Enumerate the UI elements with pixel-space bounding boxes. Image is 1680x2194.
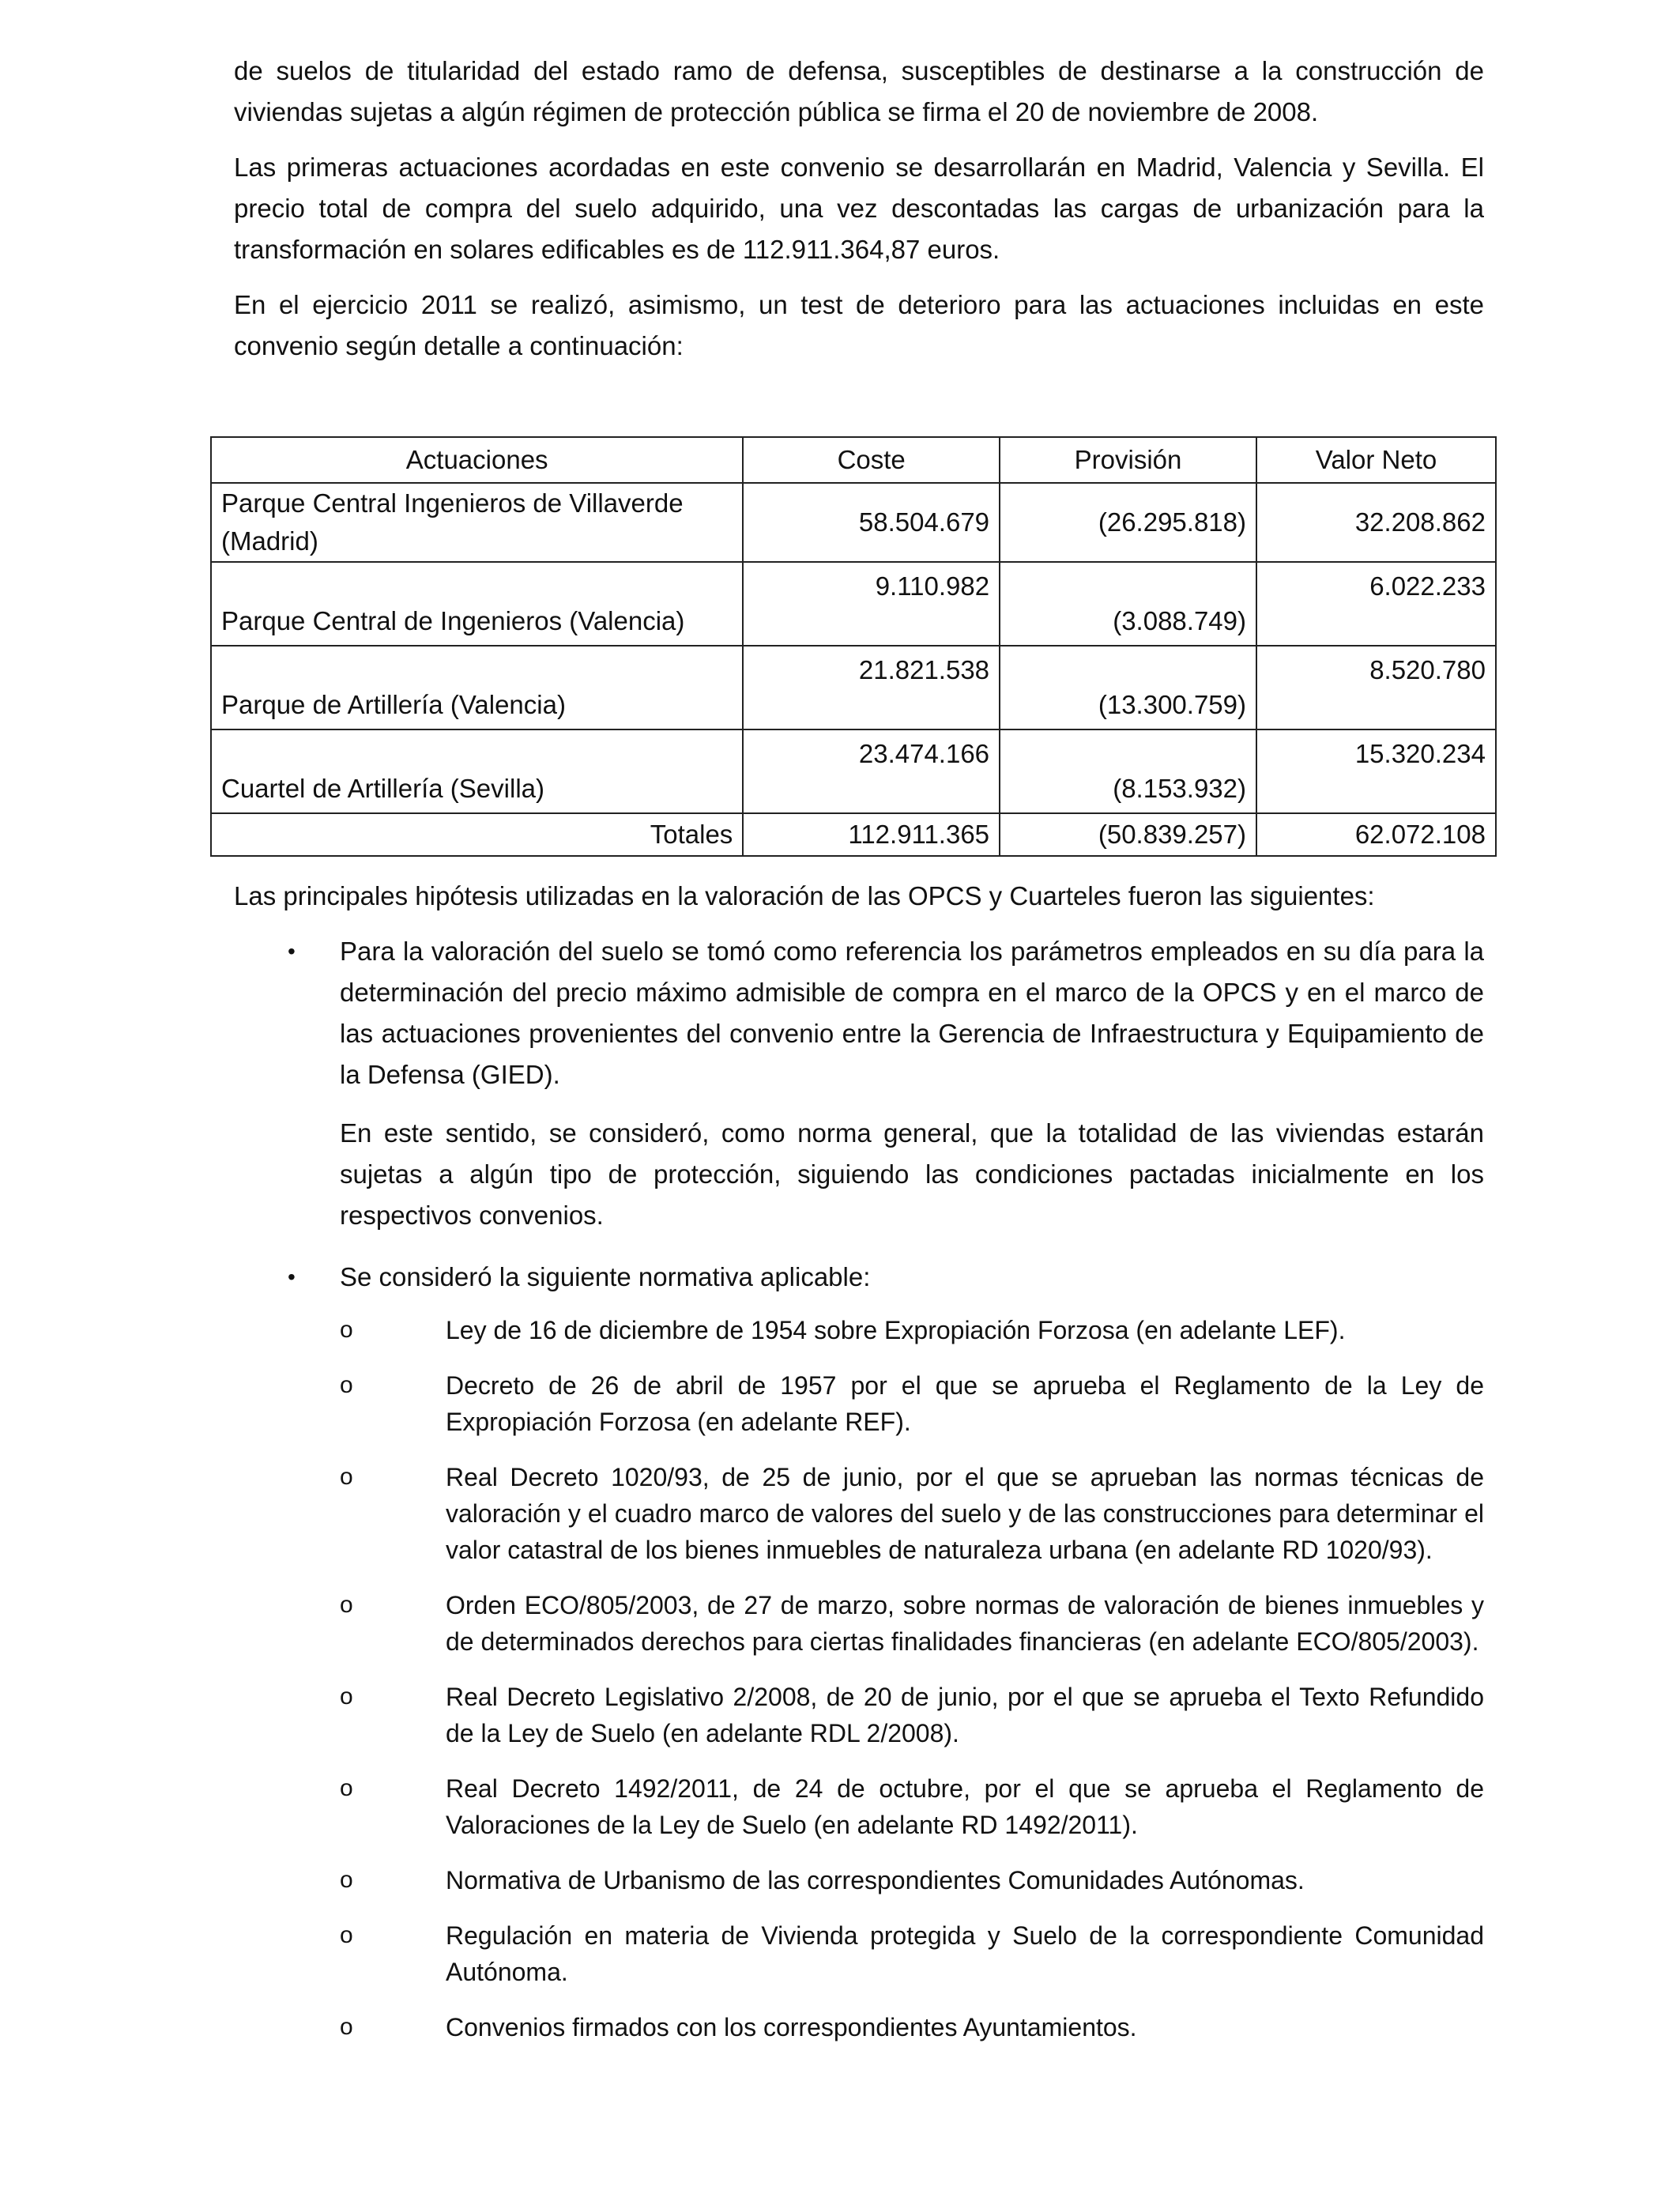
table-header-row: [211, 437, 1496, 483]
header-provision: Provisión: [1000, 437, 1256, 483]
regulation-text: Regulación en materia de Vivienda protegida y Suelo de la correspondiente Comunidad Autónoma.: [446, 1921, 1484, 1986]
table-row: [211, 483, 1496, 562]
table-totals-row: [211, 813, 1496, 856]
row-neto: 6.022.233: [1256, 562, 1496, 646]
row-provision: (3.088.749): [1000, 562, 1256, 646]
paragraph-3: En el ejercicio 2011 se realizó, asimismo, un test de deterioro para las actuaciones incluidas en este convenio según detalle a continuación:: [234, 290, 1484, 360]
regulation-text: Orden ECO/805/2003, de 27 de marzo, sobre normas de valoración de bienes inmuebles y de determinados derechos para ciertas finalidades financieras (en adelante ECO/805/2003).: [446, 1591, 1484, 1656]
sub-bullet-marker: o: [340, 1592, 353, 1618]
list-item: [340, 1917, 1484, 1990]
regulation-text: Convenios firmados con los correspondientes Ayuntamientos.: [446, 2013, 1137, 2041]
sub-bullet-marker: o: [340, 1317, 353, 1343]
regulation-list: [340, 1312, 1484, 2045]
list-item: [234, 1257, 1484, 2045]
row-coste: 21.821.538: [743, 646, 1000, 729]
row-coste: 23.474.166: [743, 729, 1000, 813]
regulation-text: Real Decreto Legislativo 2/2008, de 20 de junio, por el que se aprueba el Texto Refundido de la Ley de Suelo (en adelante RDL 2/2008).: [446, 1683, 1484, 1747]
sub-bullet-marker: o: [340, 1867, 353, 1893]
regulation-text: Ley de 16 de diciembre de 1954 sobre Expropiación Forzosa (en adelante LEF).: [446, 1316, 1346, 1344]
paragraph-1: de suelos de titularidad del estado ramo de defensa, susceptibles de destinarse a la construcción de viviendas sujetas a algún régimen de protección pública se firma el 20 de noviembre de 2008.: [234, 56, 1484, 126]
row-provision: (26.295.818): [1000, 483, 1256, 562]
row-provision: (13.300.759): [1000, 646, 1256, 729]
regulation-text: Real Decreto 1492/2011, de 24 de octubre, por el que se aprueba el Reglamento de Valoraciones de la Ley de Suelo (en adelante RD 1492/2011).: [446, 1774, 1484, 1839]
list-item: [234, 931, 1484, 1236]
document-page: [221, 51, 1486, 2066]
row-name: Parque de Artillería (Valencia): [211, 646, 743, 729]
regulation-text: Real Decreto 1020/93, de 25 de junio, por el que se aprueban las normas técnicas de valoración y el cuadro marco de valores del suelo y de las construcciones para determinar el valor catastral de los bienes inmuebles de naturaleza urbana (en adelante RD 1020/93).: [446, 1463, 1484, 1564]
list-item: [340, 1312, 1484, 1348]
row-name: Parque Central Ingenieros de Villaverde (Madrid): [211, 483, 743, 562]
sub-bullet-marker: o: [340, 1683, 353, 1710]
row-name: Parque Central de Ingenieros (Valencia): [211, 562, 743, 646]
table-row: [211, 729, 1496, 813]
sub-bullet-marker: o: [340, 1464, 353, 1490]
list-item: [340, 1367, 1484, 1440]
totals-coste: 112.911.365: [743, 813, 1000, 856]
header-valor-neto: Valor Neto: [1256, 437, 1496, 483]
regulation-text: Decreto de 26 de abril de 1957 por el que se aprueba el Reglamento de la Ley de Expropiación Forzosa (en adelante REF).: [446, 1371, 1484, 1436]
hypotheses-list: [234, 931, 1484, 2045]
bullet-marker: •: [288, 1265, 296, 1289]
list-item: [340, 1587, 1484, 1660]
row-neto: 15.320.234: [1256, 729, 1496, 813]
totals-provision: (50.839.257): [1000, 813, 1256, 856]
row-coste: 58.504.679: [743, 483, 1000, 562]
bullet-marker: •: [288, 939, 296, 963]
regulation-text: Normativa de Urbanismo de las correspondientes Comunidades Autónomas.: [446, 1866, 1305, 1894]
header-coste: Coste: [743, 437, 1000, 483]
bullet-extra: En este sentido, se consideró, como norma general, que la totalidad de las viviendas estarán sujetas a algún tipo de protección, siguiendo las condiciones pactadas inicialmente en los respectivos convenios.: [340, 1118, 1484, 1230]
row-name: Cuartel de Artillería (Sevilla): [211, 729, 743, 813]
table-row: [211, 562, 1496, 646]
list-item: [340, 1862, 1484, 1898]
paragraph-2: Las primeras actuaciones acordadas en este convenio se desarrollarán en Madrid, Valencia y Sevilla. El precio total de compra del suelo adquirido, una vez descontadas las cargas de urbanización para la transformación en solares edificables es de 112.911.364,87 euros.: [234, 153, 1484, 264]
hypotheses-intro: Las principales hipótesis utilizadas en la valoración de las OPCS y Cuarteles fueron las siguientes:: [234, 881, 1375, 910]
header-actuaciones: Actuaciones: [211, 437, 743, 483]
row-provision: (8.153.932): [1000, 729, 1256, 813]
sub-bullet-marker: o: [340, 2014, 353, 2040]
list-item: [340, 1770, 1484, 1843]
sub-bullet-marker: o: [340, 1372, 353, 1398]
sub-bullet-marker: o: [340, 1775, 353, 1801]
row-neto: 32.208.862: [1256, 483, 1496, 562]
totals-neto: 62.072.108: [1256, 813, 1496, 856]
sub-bullet-marker: o: [340, 1922, 353, 1948]
row-coste: 9.110.982: [743, 562, 1000, 646]
bullet-text: Se consideró la siguiente normativa aplicable:: [340, 1262, 871, 1291]
list-item: [340, 1679, 1484, 1751]
table-row: [211, 646, 1496, 729]
list-item: [340, 1459, 1484, 1568]
row-neto: 8.520.780: [1256, 646, 1496, 729]
bullet-text: Para la valoración del suelo se tomó como referencia los parámetros empleados en su día para la determinación del precio máximo admisible de compra en el marco de la OPCS y en el marco de las actuaciones provenientes del convenio entre la Gerencia de Infraestructura y Equipamiento de la Defensa (GIED).: [340, 937, 1484, 1089]
impairment-table: [210, 436, 1497, 857]
list-item: [340, 2009, 1484, 2045]
totals-label: Totales: [211, 813, 743, 856]
